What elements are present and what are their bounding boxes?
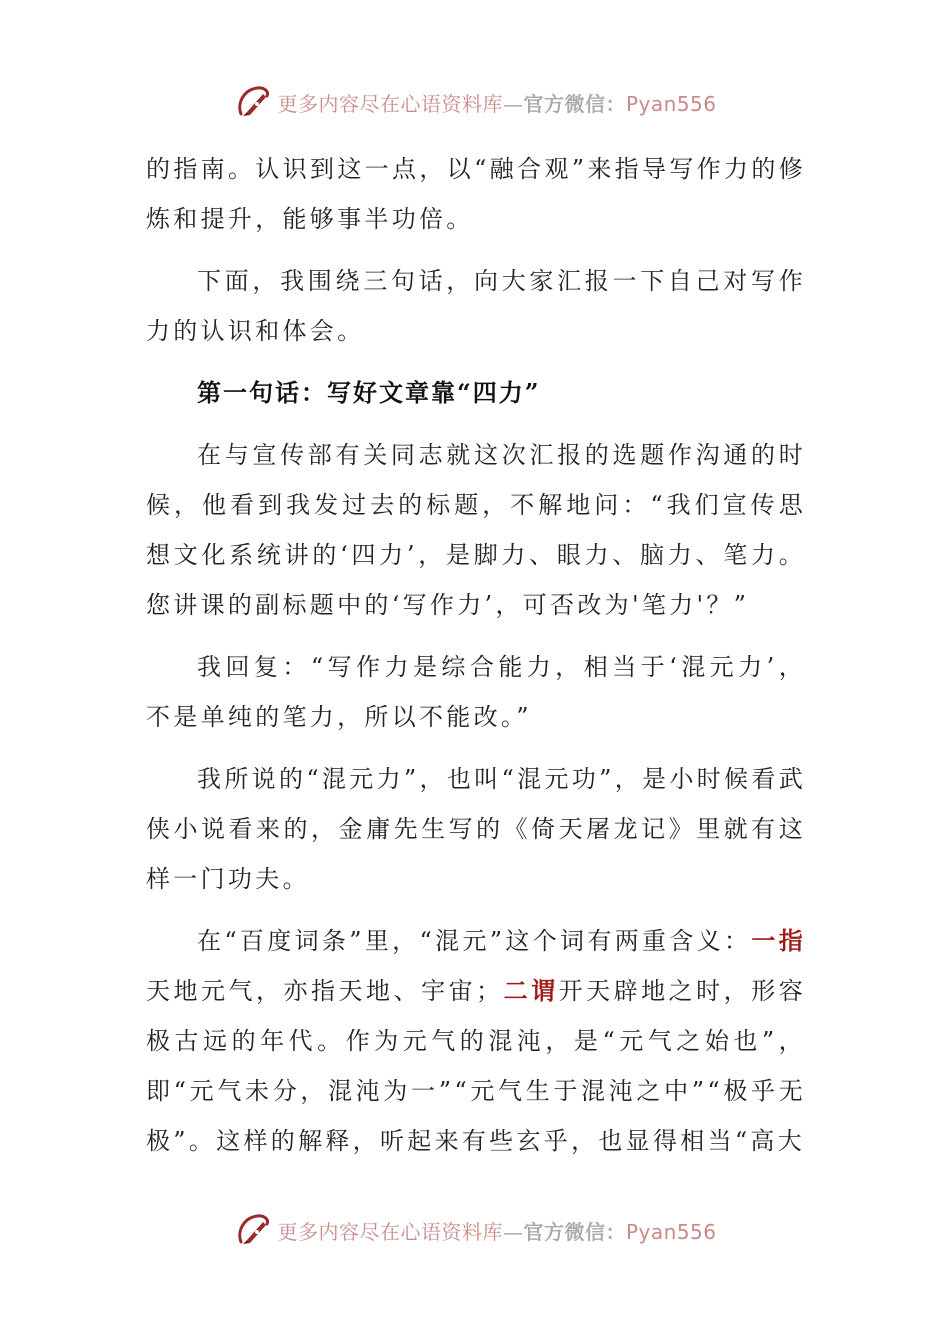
watermark-wechat-id: Pyan556 <box>625 1219 717 1244</box>
watermark-wechat-id: Pyan556 <box>625 91 717 116</box>
pen-nib-logo-icon <box>233 82 273 122</box>
footer-watermark <box>0 1208 950 1252</box>
paragraph-5: 我所说的“混元力”，也叫“混元功”，是小时候看武侠小说看来的，金庸先生写的《倚天屠龙记》里就有这样一门功夫。 <box>146 765 806 893</box>
paragraph-6-part-1: 在“百度词条”里，“混元”这个词有两重含义： <box>197 927 752 955</box>
document-body <box>146 144 806 1166</box>
paragraph-1: 的指南。认识到这一点，以“融合观”来指导写作力的修炼和提升，能够事半功倍。 <box>146 155 806 233</box>
watermark-site-text: 更多内容尽在心语资料库 <box>277 91 503 116</box>
highlight-second-meaning: 二谓 <box>503 976 559 1005</box>
watermark-text <box>277 1216 716 1245</box>
paragraph-2: 下面，我围绕三句话，向大家汇报一下自己对写作力的认识和体会。 <box>146 267 806 345</box>
watermark-wechat-label: 官方微信： <box>523 1219 626 1244</box>
section-heading: 第一句话：写好文章靠“四力” <box>197 378 541 407</box>
paragraph-6-part-2: 天地元气，亦指天地、宇宙； <box>146 977 504 1005</box>
watermark-dash: — <box>502 1219 524 1244</box>
highlight-first-meaning: 一指 <box>751 926 806 955</box>
pen-nib-logo-icon <box>233 1210 273 1250</box>
paragraph-6 <box>146 916 806 1166</box>
paragraph-6-part-3: 开天辟地之时，形容极古远的年代。作为元气的混沌，是“元气之始也”，即“元气未分，混沌为一”“元气生于混沌之中”“极乎无极”。这样的解释，听起来有些玄乎，也显得相当“高大 <box>146 977 807 1155</box>
watermark-wechat-label: 官方微信： <box>523 91 626 116</box>
header-watermark <box>0 80 950 124</box>
paragraph-3: 在与宣传部有关同志就这次汇报的选题作沟通的时候，他看到我发过去的标题，不解地问：“我们宣传思想文化系统讲的‘四力’，是脚力、眼力、脑力、笔力。您讲课的副标题中的‘写作力’，可否改为'笔力'？” <box>146 441 806 619</box>
watermark-dash: — <box>502 91 524 116</box>
watermark-site-text: 更多内容尽在心语资料库 <box>277 1219 503 1244</box>
paragraph-4: 我回复：“写作力是综合能力，相当于‘混元力’，不是单纯的笔力，所以不能改。” <box>146 653 806 731</box>
watermark-text <box>277 88 716 117</box>
